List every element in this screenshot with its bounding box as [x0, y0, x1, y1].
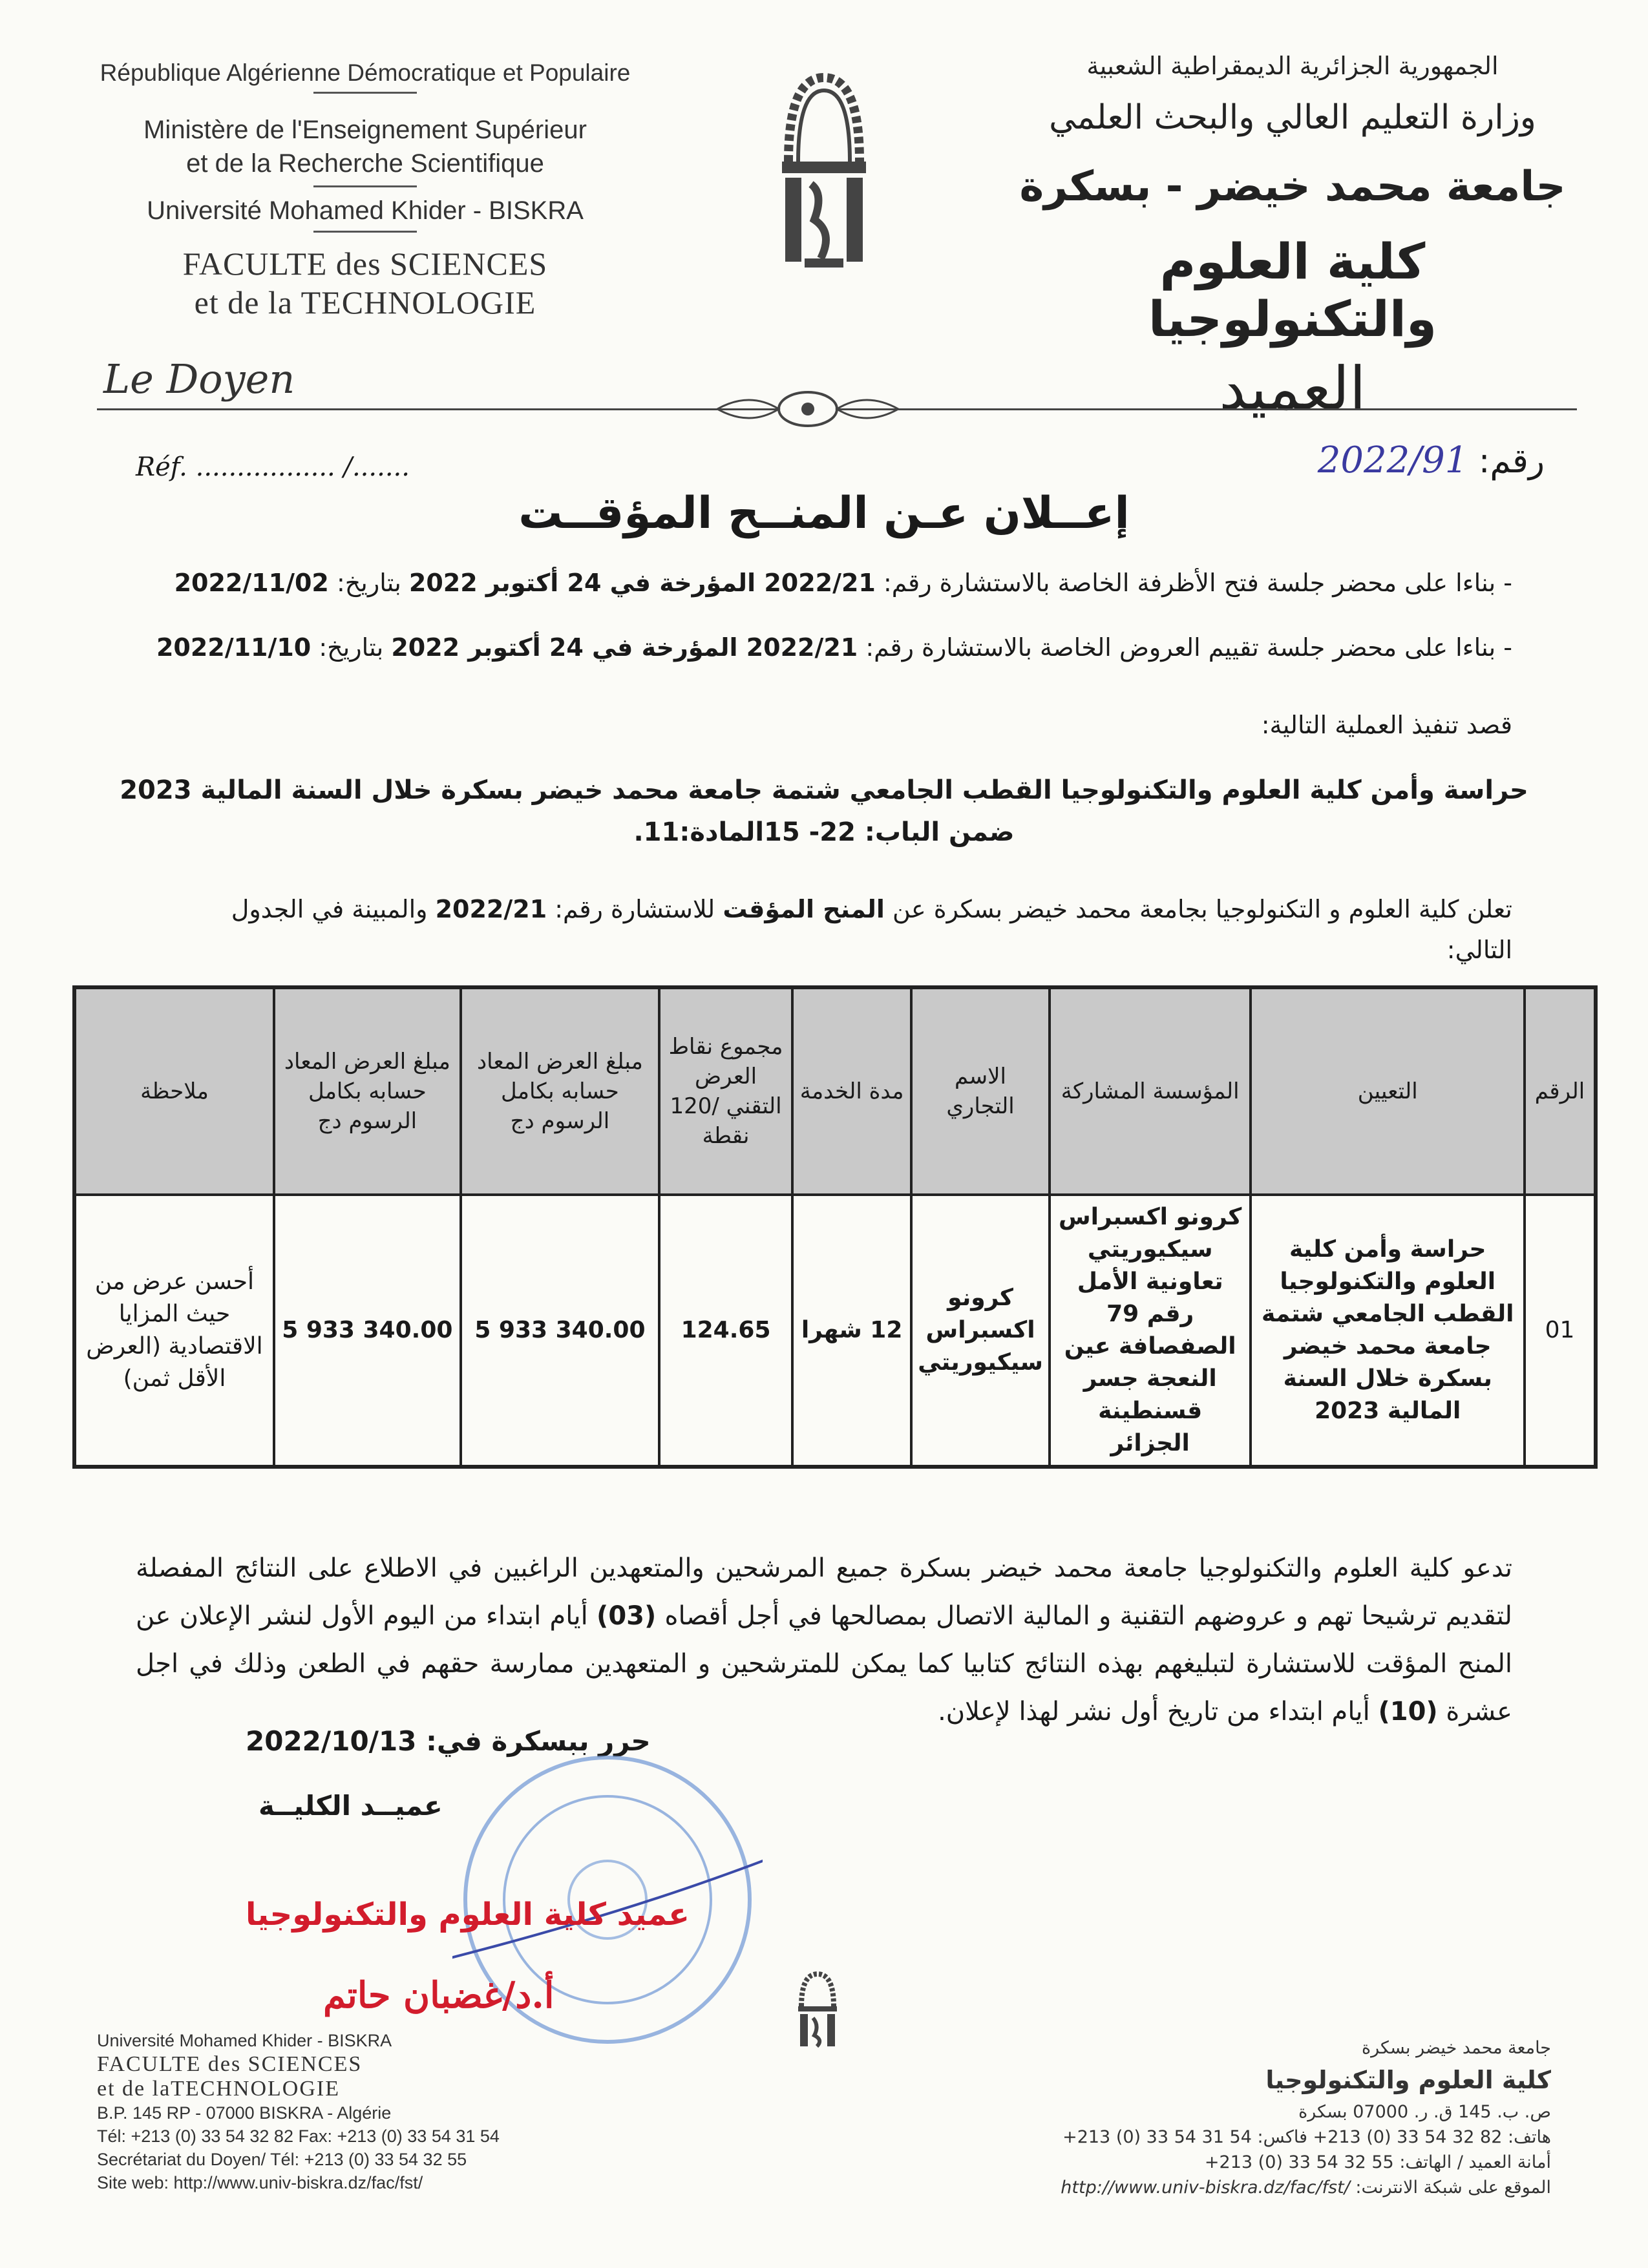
header-ar-university: جامعة محمد خيضر - بسكرة: [1019, 163, 1566, 211]
reference-fr-label: Réf.: [136, 452, 187, 482]
footer-ar-address: ص. ب. 145 ق. ر. 07000 بسكرة: [1298, 2102, 1551, 2122]
footer-fr-address: B.P. 145 RP - 07000 BISKRA - Algérie: [97, 2103, 392, 2123]
consideration-1: [174, 569, 1512, 597]
separator: [313, 185, 417, 187]
operation-chapter: ضمن الباب: 22- 15المادة:11.: [633, 817, 1015, 847]
reference-ar: [1318, 439, 1545, 481]
closing-days: (10): [1378, 1697, 1438, 1727]
closing-text: أيام ابتداء من اليوم الأول لنشر الإعلان عن المنح المؤقت للاستشارة لتبليغهم بهذه النتائج كتابيا كما يمكن للمترشحين و المتعهدين ممارسة حقهم في الطعن وذلك في اجل عشرة: [136, 1601, 1512, 1727]
separator: [313, 231, 417, 233]
header-ar-faculty: كلية العلوم والتكنولوجيا: [1148, 233, 1437, 348]
signature-dean-name: أ.د/غضبان حاتم: [323, 1974, 555, 2017]
announce-text: والمبينة في الجدول: [231, 895, 428, 923]
cell-note: أحسن عرض من حيث المزايا الاقتصادية (العرض الأقل ثمن): [74, 1195, 274, 1467]
signature-title: عميد كلية العلوم والتكنولوجيا: [246, 1896, 690, 1933]
header-ar-republic: الجمهورية الجزائرية الديمقراطية الشعبية: [1086, 52, 1499, 80]
doyen-label: Le Doyen: [103, 355, 295, 403]
consideration-date-label: بتاريخ:: [319, 633, 384, 662]
closing-text: تدعو كلية العلوم والتكنولوجيا جامعة محمد خيضر بسكرة جميع المرشحين والمتعهدين الراغبين في الاطلاع على النتائج المفصلة لتقديم ترشيحا تهم و عروضهم التقنية و المالية الاتصال بمصالحها في أجل أقصاه: [136, 1553, 1512, 1631]
announce-line1: [231, 895, 1512, 923]
reference-ar-label: رقم:: [1478, 442, 1545, 481]
header-fr-faculty-line2: et de la TECHNOLOGIE: [194, 284, 536, 320]
footer-ar-website-url[interactable]: http://www.univ-biskra.dz/fac/fst/: [1061, 2178, 1350, 2198]
document-title: إعــلان عـن المنــح المؤقــت: [518, 488, 1130, 539]
cell-designation: حراسة وأمن كلية العلوم والتكنولوجيا القطب الجامعي شتمة جامعة محمد خيضر بسكرة خلال السنة المالية 2023: [1251, 1195, 1525, 1467]
col-designation-header: التعيين: [1251, 987, 1525, 1195]
col-amount2-header: مبلغ العرض المعاد حسابه بكامل الرسوم دج: [274, 987, 461, 1195]
consideration-date: 2022/11/02: [174, 569, 329, 597]
col-note-header: ملاحظة: [74, 987, 274, 1195]
reference-fr-blank: ................. /.......: [195, 452, 410, 482]
footer-fr: [97, 2029, 500, 2194]
consideration-ref: 2022/21 المؤرخة في 24 أكتوبر 2022: [391, 633, 858, 662]
signature-dean-label: عميــد الكليــة: [259, 1790, 443, 1822]
separator: [313, 92, 417, 94]
closing-days: (03): [597, 1601, 657, 1631]
footer-ar-website-label: الموقع على شبكة الانترنت:: [1355, 2178, 1551, 2198]
closing-paragraph: [136, 1544, 1512, 1736]
table-header-row: [74, 987, 1596, 1195]
header-ar-ministry: وزارة التعليم العالي والبحث العلمي: [1049, 98, 1536, 137]
cell-institution: كرونو اكسبراس سيكيوريتي تعاونية الأمل رقم 79 الصفصافة عين النعجة جسر قسنطينة الجزائر: [1050, 1195, 1251, 1467]
results-table: [72, 985, 1598, 1469]
university-logo-icon: [776, 65, 872, 278]
consideration-text: - بناءا على محضر جلسة فتح الأظرفة الخاصة بالاستشارة رقم:: [883, 569, 1512, 597]
signature-place-label: حرر ببسكرة في:: [426, 1725, 651, 1757]
col-amount1-header: مبلغ العرض المعاد حسابه بكامل الرسوم دج: [461, 987, 659, 1195]
footer-ar-university: جامعة محمد خيضر بسكرة: [1361, 2038, 1551, 2058]
footer-ar-phone: هاتف: 82 32 54 33 (0) 213+ فاكس: 54 31 54 33 (0) 213+: [1062, 2127, 1551, 2147]
footer-fr-phone: Tél: +213 (0) 33 54 32 82 Fax: +213 (0) 33 54 31 54: [97, 2126, 500, 2146]
closing-text: أيام ابتداء من تاريخ أول نشر لهذا لإعلان.: [938, 1697, 1370, 1727]
header-fr-ministry: [97, 113, 633, 180]
reference-fr: [136, 452, 410, 482]
cell-amount2: 5 933 340.00: [274, 1195, 461, 1467]
footer-logo-icon: [795, 1968, 840, 2052]
footer-fr-website[interactable]: Site web: http://www.univ-biskra.dz/fac/fst/: [97, 2173, 423, 2192]
cell-trade-name: كرونو اكسبراس سيكيوريتي: [911, 1195, 1050, 1467]
footer-ar-website[interactable]: [1061, 2175, 1551, 2200]
header-fr-ministry-line2: et de la Recherche Scientifique: [186, 149, 544, 178]
cell-number: 01: [1525, 1195, 1596, 1467]
header-fr-ministry-line1: Ministère de l'Enseignement Supérieur: [143, 116, 587, 144]
cell-duration: 12 شهرا: [792, 1195, 911, 1467]
footer-fr-faculty-line2: et de laTECHNOLOGIE: [97, 2077, 341, 2101]
col-tech-score-header: مجموع نقاط العرض التقني /120 نقطة: [659, 987, 792, 1195]
operation-intro: قصد تنفيذ العملية التالية:: [1261, 711, 1512, 739]
consideration-2: [156, 633, 1512, 662]
consideration-date: 2022/11/10: [156, 633, 312, 662]
header-fr-republic: République Algérienne Démocratique et Populaire: [100, 59, 631, 86]
footer-fr-university: Université Mohamed Khider - BISKRA: [97, 2031, 392, 2050]
col-institution-header: المؤسسة المشاركة: [1050, 987, 1251, 1195]
footer-ar-faculty: كلية العلوم والتكنولوجيا: [1265, 2066, 1551, 2094]
consideration-ref: 2022/21 المؤرخة في 24 أكتوبر 2022: [408, 569, 876, 597]
consideration-date-label: بتاريخ:: [336, 569, 401, 597]
header-fr-faculty-line1: FACULTE des SCIENCES: [182, 246, 548, 282]
cell-amount1: 5 933 340.00: [461, 1195, 659, 1467]
header-fr: [97, 59, 633, 322]
header-fr-university: Université Mohamed Khider - BISKRA: [147, 196, 584, 225]
footer-fr-secretariat: Secrétariat du Doyen/ Tél: +213 (0) 33 54 32 55: [97, 2150, 467, 2169]
consideration-text: - بناءا على محضر جلسة تقييم العروض الخاصة بالاستشارة رقم:: [865, 633, 1512, 662]
announce-text: تعلن كلية العلوم و التكنولوجيا بجامعة محمد خيضر بسكرة عن: [893, 895, 1512, 923]
table-row: [74, 1195, 1596, 1467]
announce-text: للاستشارة رقم:: [555, 895, 715, 923]
col-duration-header: مدة الخدمة: [792, 987, 911, 1195]
footer-ar-secretariat: أمانة العميد / الهاتف: 55 32 54 33 (0) 213+: [1204, 2152, 1551, 2172]
col-trade-name-header: الاسم التجاري: [911, 987, 1050, 1195]
operation-title: حراسة وأمن كلية العلوم والتكنولوجيا القطب الجامعي شتمة جامعة محمد خيضر بسكرة خلال السنة المالية 2023: [120, 775, 1528, 805]
header-fr-faculty: [97, 244, 633, 322]
signature-date: 2022/10/13: [246, 1725, 417, 1757]
footer-fr-faculty-line1: FACULTE des SCIENCES: [97, 2052, 363, 2076]
announce-number: 2022/21: [435, 895, 547, 923]
cell-tech-score: 124.65: [659, 1195, 792, 1467]
header-ar-dean: العميد: [1219, 354, 1366, 423]
reference-ar-number: 2022/91: [1317, 439, 1468, 481]
footer-ar: [1061, 2035, 1551, 2200]
header-ar: [1015, 52, 1570, 423]
announce-bold: المنح المؤقت: [723, 895, 885, 923]
col-number-header: الرقم: [1525, 987, 1596, 1195]
ornament-icon: [711, 388, 905, 430]
announce-line2: التالي:: [1446, 936, 1512, 964]
